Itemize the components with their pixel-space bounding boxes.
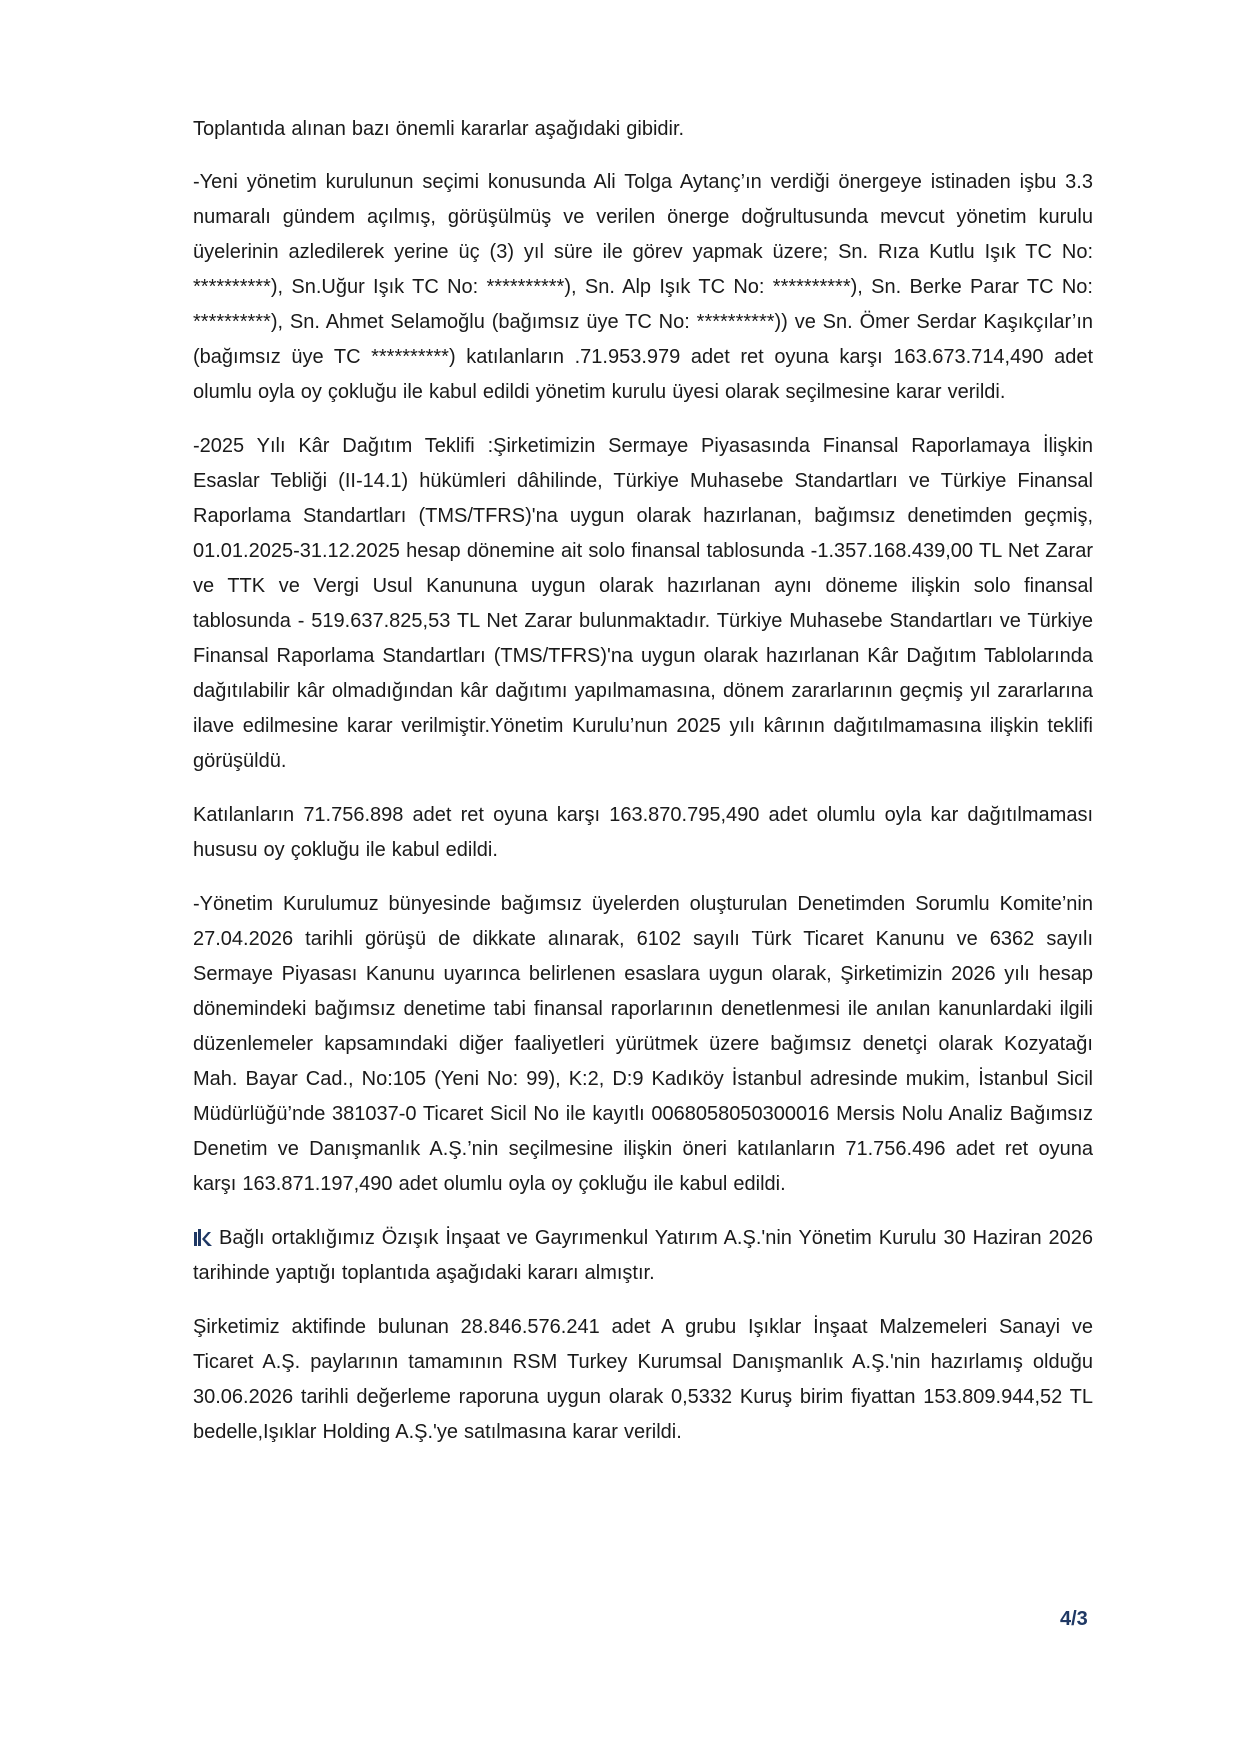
share-sale-paragraph: Şirketimiz aktifinde bulunan 28.846.576.241 adet A grubu Işıklar İnşaat Malzemeleri Sanayi ve Ticaret A.Ş. paylarının tamamının RSM Turkey Kurumsal Danışmanlık A.Ş.'nin hazırlamış olduğu 30.06.2026 tarihli değerleme raporuna uygun olarak 0,5332 Kuruş birim fiyattan 153.809.944,52 TL bedelle,Işıklar Holding A.Ş.'ye satılmasına karar verildi. [193,1316,1093,1443]
intro-paragraph: Toplantıda alınan bazı önemli kararlar aşağıdaki gibidir. [193,118,685,140]
page-number: 4/3 [1060,1608,1088,1630]
subsidiary-note-paragraph [193,1221,1093,1291]
document-body [193,112,1093,1469]
subsidiary-note-text: Bağlı ortaklığımız Özışık İnşaat ve Gayrımenkul Yatırım A.Ş.'nin Yönetim Kurulu 30 Haziran 2026 tarihinde yaptığı toplantıda aşağıdaki kararı almıştır. [193,1227,1093,1284]
profit-vote-paragraph: Katılanların 71.756.898 adet ret oyuna karşı 163.870.795,490 adet olumlu oyla kar dağıtılmaması hususu oy çokluğu ile kabul edildi. [193,804,1093,861]
auditor-selection-paragraph: -Yönetim Kurulumuz bünyesinde bağımsız üyelerden oluşturulan Denetimden Sorumlu Komite’nin 27.04.2026 tarihli görüşü de dikkate alınarak, 6102 sayılı Türk Ticaret Kanunu ve 6362 sayılı Sermaye Piyasası Kanunu uyarınca belirlenen esaslara uygun olarak, Şirketimizin 2026 yılı hesap dönemindeki bağımsız denetime tabi finansal raporlarının denetlenmesi ile anılan kanunlardaki ilgili düzenlemeler kapsamındaki diğer faaliyetleri yürütmek üzere bağımsız denetçi olarak Kozyatağı Mah. Bayar Cad., No:105 (Yeni No: 99), K:2, D:9 Kadıköy İstanbul adresinde mukim, İstanbul Sicil Müdürlüğü’nde 381037-0 Ticaret Sicil No ile kayıtlı 0068058050300016 Mersis Nolu Analiz Bağımsız Denetim ve Danışmanlık A.Ş.’nin seçilmesine ilişkin öneri katılanların 71.756.496 adet ret oyuna karşı 163.871.197,490 adet olumlu oyla oy çokluğu ile kabul edildi. [193,893,1093,1195]
company-logo-icon [193,1223,215,1241]
profit-distribution-paragraph: -2025 Yılı Kâr Dağıtım Teklifi :Şirketimizin Sermaye Piyasasında Finansal Raporlamaya İlişkin Esaslar Tebliği (II-14.1) hükümleri dâhilinde, Türkiye Muhasebe Standartları ve Türkiye Finansal Raporlama Standartları (TMS/TFRS)'na uygun olarak hazırlanan, bağımsız denetimden geçmiş, 01.01.2025-31.12.2025 hesap dönemine ait solo finansal tablosunda -1.357.168.439,00 TL Net Zarar ve TTK ve Vergi Usul Kanununa uygun olarak hazırlanan aynı döneme ilişkin solo finansal tablosunda - 519.637.825,53 TL Net Zarar bulunmaktadır. Türkiye Muhasebe Standartları ve Türkiye Finansal Raporlama Standartları (TMS/TFRS)'na uygun olarak hazırlanan Kâr Dağıtım Tablolarında dağıtılabilir kâr olmadığından kâr dağıtımı yapılmamasına, dönem zararlarının geçmiş yıl zararlarına ilave edilmesine karar verilmiştir.Yönetim Kurulu’nun 2025 yılı kârının dağıtılmamasına ilişkin teklifi görüşüldü. [193,435,1093,772]
board-election-paragraph: -Yeni yönetim kurulunun seçimi konusunda Ali Tolga Aytanç’ın verdiği önergeye istinaden işbu 3.3 numaralı gündem açılmış, görüşülmüş ve verilen önerge doğrultusunda mevcut yönetim kurulu üyelerinin azledilerek yerine üç (3) yıl süre ile görev yapmak üzere; Sn. Rıza Kutlu Işık TC No: **********), Sn.Uğur Işık TC No: **********), Sn. Alp Işık TC No: **********), Sn. Berke Parar TC No: **********), Sn. Ahmet Selamoğlu (bağımsız üye TC No: **********)) ve Sn. Ömer Serdar Kaşıkçılar’ın (bağımsız üye TC **********) katılanların .71.953.979 adet ret oyuna karşı 163.673.714,490 adet olumlu oyla oy çokluğu ile kabul edildi yönetim kurulu üyesi olarak seçilmesine karar verildi. [193,171,1093,403]
